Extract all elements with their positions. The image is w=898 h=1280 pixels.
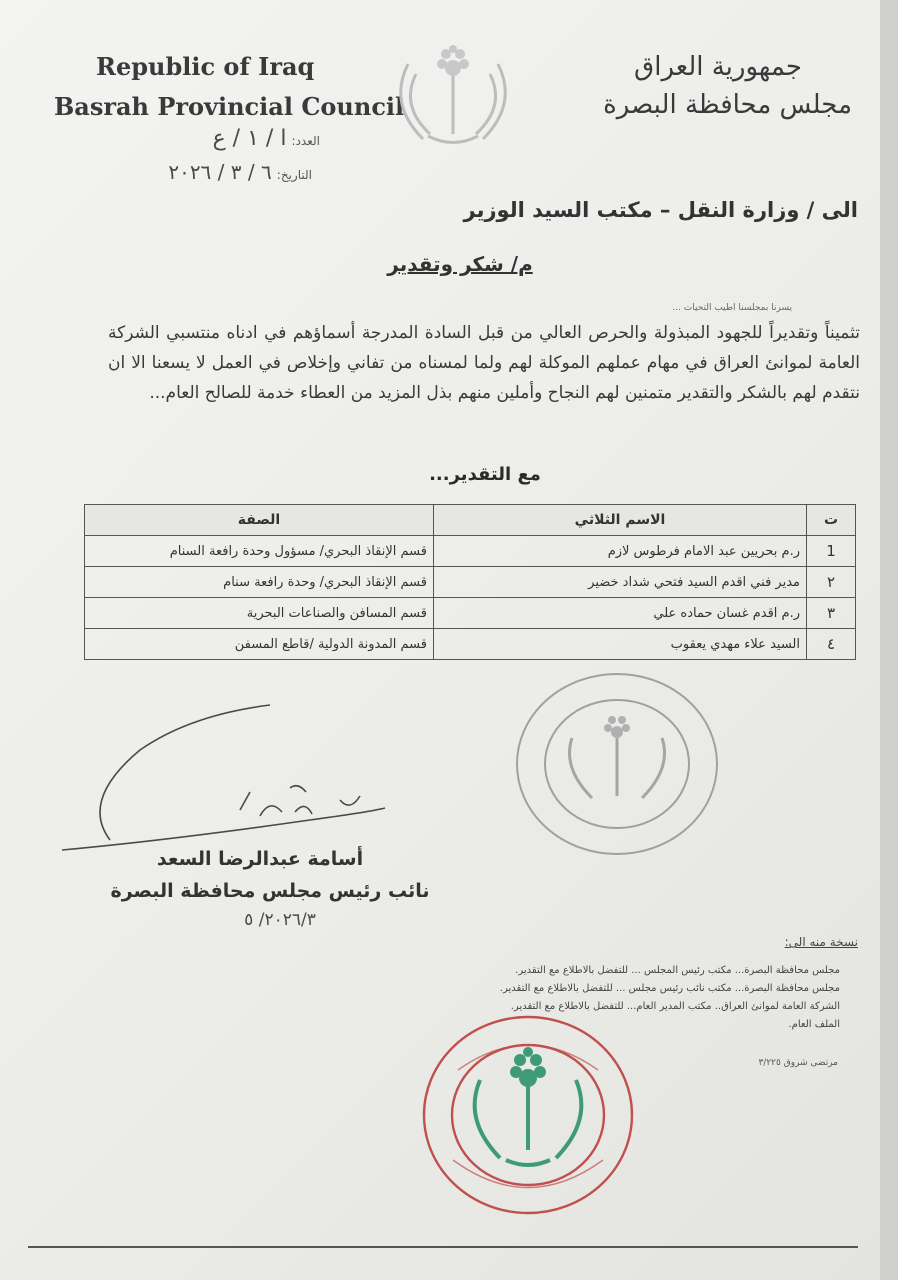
col-header-number: ت xyxy=(807,505,856,536)
copy-item: الملف العام. xyxy=(788,1019,840,1030)
ref-date-field xyxy=(112,160,312,184)
header-en-council: Basrah Provincial Council xyxy=(54,92,405,121)
cell-title: قسم المسافن والصناعات البحرية xyxy=(85,598,434,629)
table-row xyxy=(85,629,856,660)
subject-line xyxy=(360,252,560,276)
bottom-divider xyxy=(28,1246,858,1248)
ref-number-value: ا / ١ / ع xyxy=(212,126,287,151)
background-surface xyxy=(880,0,898,1280)
signatory-date: ٢٠٢٦/٣/ ٥ xyxy=(244,910,316,930)
cell-title: قسم الإنقاذ البحري/ وحدة رافعة سنام xyxy=(85,567,434,598)
col-header-title: الصفة xyxy=(85,505,434,536)
cell-number: 1 xyxy=(807,536,856,567)
greeting-line: يسرنا بمجلسنا اطيب التحيات ... xyxy=(672,303,792,313)
copies-heading: نسخة منه الى: xyxy=(784,935,858,949)
header-ar-council: مجلس محافظة البصرة xyxy=(603,90,852,120)
footer-reference: مرتضى شروق ٣/٢٢٥ xyxy=(758,1058,838,1068)
signature-scribble xyxy=(50,700,390,860)
col-header-name: الاسم الثلاثي xyxy=(434,505,807,536)
cell-name: ر.م بحريين عبد الامام فرطوس لازم xyxy=(434,536,807,567)
header-en-country: Republic of Iraq xyxy=(96,52,315,81)
cell-name: ر.م اقدم غسان حماده علي xyxy=(434,598,807,629)
ref-date-value: ٦ / ٣ / ٢٠٢٦ xyxy=(168,160,272,184)
copy-item: مجلس محافظة البصرة... مكتب رئيس المجلس ... للتفضل بالاطلاع مع التقدير. xyxy=(515,965,840,976)
ref-date-label: التاريخ: xyxy=(276,168,312,182)
closing-line: مع التقدير... xyxy=(429,464,541,485)
table-row xyxy=(85,567,856,598)
cell-number: ٣ xyxy=(807,598,856,629)
addressee-line: الى / وزارة النقل – مكتب السيد الوزير xyxy=(463,198,858,222)
council-stamp-color xyxy=(418,1010,638,1220)
ref-number-label: العدد: xyxy=(291,134,320,148)
cell-number: ٤ xyxy=(807,629,856,660)
header-ar-country: جمهورية العراق xyxy=(634,52,802,82)
cell-title: قسم المدونة الدولية /قاطع المسفن xyxy=(85,629,434,660)
cell-name: مدير فني اقدم السيد فتحي شداد خضير xyxy=(434,567,807,598)
signatory-name: أسامة عبدالرضا السعد xyxy=(156,848,364,870)
body-paragraph: تثميناً وتقديراً للجهود المبذولة والحرص العالي من قبل السادة المدرجة أسماؤهم في ادناه منتسبي الشركة العامة لموانئ العراق في مهام عملهم الموكلة لهم ولما لمسناه من تفاني وإخلاص في العمل لا يسعنا الا ان نتقدم لهم بالشكر والتقدير متمنين لهم النجاح وأملين منهم بذل المزيد من العطاء خدمة للصالح العام... xyxy=(108,323,860,403)
table-header-row xyxy=(85,505,856,536)
ref-number-field xyxy=(130,126,320,151)
cell-name: السيد علاء مهدي يعقوب xyxy=(434,629,807,660)
cell-title: قسم الإنقاذ البحري/ مسؤول وحدة رافعة السنام xyxy=(85,536,434,567)
council-stamp-gray xyxy=(512,668,722,860)
subject-text: م/ شكر وتقدير xyxy=(387,252,533,276)
table-row xyxy=(85,598,856,629)
signatory-position: نائب رئيس مجلس محافظة البصرة xyxy=(110,880,430,902)
cell-number: ٢ xyxy=(807,567,856,598)
table-row xyxy=(85,536,856,567)
copy-item: مجلس محافظة البصرة... مكتب نائب رئيس مجلس ... للتفضل بالاطلاع مع التقدير. xyxy=(499,983,840,994)
honorees-table xyxy=(84,504,856,660)
copy-item: الشركة العامة لموانئ العراق.. مكتب المدير العام... للتفضل بالاطلاع مع التقدير. xyxy=(510,1001,840,1012)
